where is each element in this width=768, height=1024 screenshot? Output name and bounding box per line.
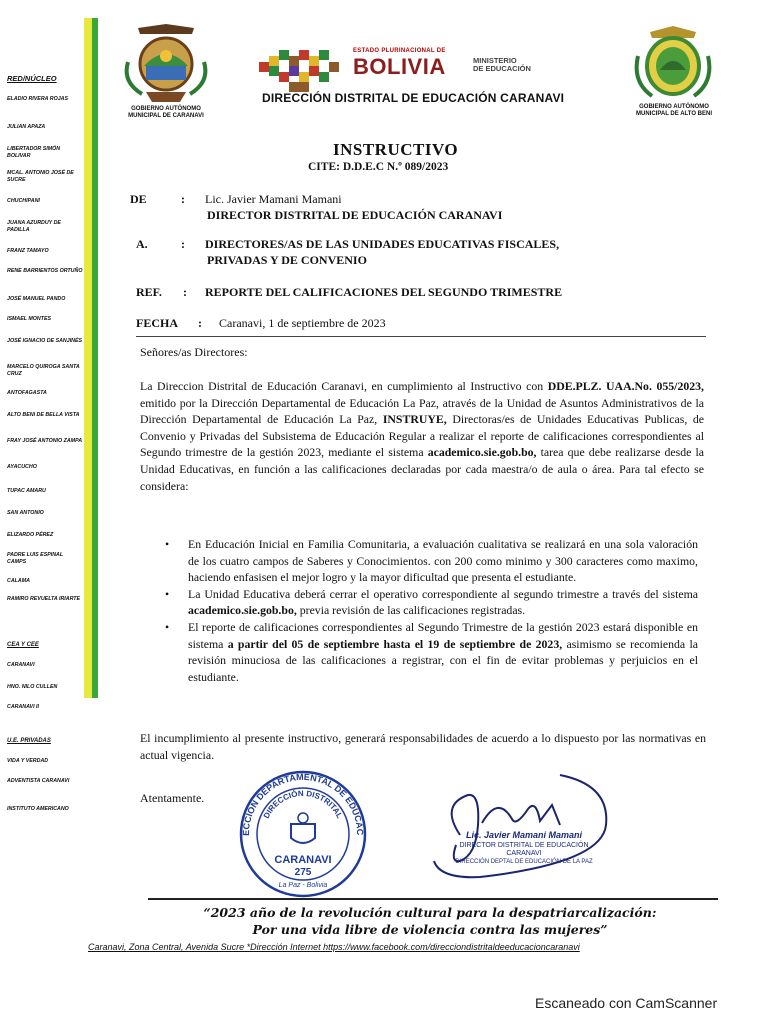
signatory-name: Lic. Javier Mamani Mamani	[465, 830, 583, 840]
sidebar-item: JOSÉ MANUEL PANDO	[7, 296, 66, 302]
sidebar-item: RAMIRO REVUELTA IRIARTE	[7, 596, 81, 602]
directorate-heading: DIRECCIÓN DISTRITAL DE EDUCACIÓN CARANAVI	[262, 91, 565, 105]
ref-label: REF.	[136, 285, 162, 299]
country-name: BOLIVIA	[353, 54, 446, 79]
a-colon: :	[181, 237, 185, 251]
list-item	[165, 536, 698, 586]
a-value-line1: DIRECTORES/AS DE LAS UNIDADES EDUCATIVAS FISCALES,	[205, 237, 560, 251]
scanner-watermark: Escaneado con CamScanner	[535, 995, 718, 1011]
sidebar-item: SAN ANTONIO	[7, 510, 44, 516]
right-logo-caption-text: GOBIERNO AUTÓNOMO MUNICIPAL DE ALTO BENI	[635, 104, 712, 117]
de-colon: :	[181, 192, 185, 206]
official-stamp	[233, 768, 373, 898]
bullet2-b: academico.sie.gob.bo,	[188, 603, 297, 618]
footer-divider	[148, 898, 718, 900]
sidebar-item: MARCELO QUIROGA SANTA CRUZ	[7, 364, 80, 377]
stamp-number: 275	[294, 867, 312, 878]
bullet-dot: •	[165, 619, 170, 634]
document-cite: CITE: D.D.E.C N.º 089/2023	[308, 161, 449, 173]
p1-e: Directoras/es de Unidades Educativas Publicas, de Convenio y Privadas del Subsistema de Educación Regular a realizar el reporte de calificaciones correspondientes al Segundo trimestre de la gestión 2023, mediante el sistema	[140, 412, 704, 460]
list-item	[165, 586, 698, 619]
sidebar-item: HNO. NILO CULLEN	[7, 684, 58, 690]
a-label: A.	[136, 237, 148, 251]
sidebar-item: VIDA Y VERDAD	[7, 758, 49, 764]
closing-paragraph: El incumplimiento al presente instructivo, generará responsabilidades de acuerdo a lo dispuesto por las normativas en actual vigencia.	[140, 731, 706, 762]
a-value-line2: PRIVADAS Y DE CONVENIO	[207, 253, 367, 267]
state-label: ESTADO PLURINACIONAL DE	[353, 48, 446, 54]
bullet-dot: •	[165, 586, 170, 601]
sidebar-item: CALAMA	[7, 578, 30, 584]
stamp-place: La Paz - Bolivia	[278, 882, 328, 889]
svg-text:DIRECCIÓN DISTRITAL	[262, 789, 345, 820]
bolivia-emblem	[259, 48, 349, 94]
sidebar-item: ELIZARDO PÉREZ	[7, 532, 54, 538]
coat-of-arms-icon	[291, 813, 315, 843]
right-logo-caption	[616, 104, 732, 118]
sidebar-item: ALTO BENI DE BELLA VISTA	[7, 412, 80, 418]
footer-motto-line1: “2023 año de la revolución cultural para la despatriarcalización:	[203, 905, 657, 920]
sidebar-item: FRAY JOSÉ ANTONIO ZAMPA	[7, 438, 83, 444]
sidebar-green-stripe	[92, 18, 98, 698]
signature-block	[420, 765, 620, 900]
sidebar-item: ELADIO RIVERA ROJAS	[7, 96, 69, 102]
bullet3-a: El reporte de calificaciones correspondientes al Segundo Trimestre de la gestión 2023 estará disponible en sistema	[188, 619, 698, 651]
sidebar-item: MCAL. ANTONIO JOSÉ DE SUCRE	[7, 170, 74, 183]
sidebar-item: RENE BARRIENTOS ORTUÑO	[7, 268, 83, 274]
de-name: Lic. Javier Mamani Mamani	[205, 192, 342, 206]
caranavi-municipal-logo	[118, 22, 214, 106]
sidebar-item: CHUCHIPANI	[7, 198, 40, 204]
sidebar-item: LIBERTADOR SIMÓN BOLIVAR	[7, 146, 61, 159]
instructions-list	[165, 536, 698, 685]
bullet3-b: a partir del 05 de septiembre hasta el 19 de septiembre de 2023,	[227, 636, 563, 651]
bullet-dot: •	[165, 537, 170, 551]
sidebar-title: RED/NÚCLEO	[7, 74, 57, 83]
alto-beni-municipal-logo	[630, 26, 716, 104]
de-role: DIRECTOR DISTRITAL DE EDUCACIÓN CARANAVI	[207, 208, 503, 222]
p1-a: La Direccion Distrital de Educación Caranavi, en cumplimiento al Instructivo con	[140, 379, 548, 393]
footer-address: Caranavi, Zona Central, Avenida Sucre *Dirección Internet https://www.facebook.com/direcciondistritaldeeducacioncaranavi	[88, 942, 580, 952]
document-title: INSTRUCTIVO	[333, 140, 459, 159]
sidebar-item: JOSÉ IGNACIO DE SANJINÉS	[7, 338, 83, 344]
p1-d: INSTRUYE,	[382, 412, 447, 427]
left-logo-caption	[108, 106, 224, 120]
header-divider	[136, 336, 706, 337]
list-item	[165, 619, 698, 685]
bullet2-c: previa revisión de las calificaciones registradas.	[296, 603, 526, 618]
ref-colon: :	[183, 285, 187, 299]
sidebar-item: JUANA AZURDUY DE PADILLA	[7, 220, 61, 233]
ministry-name: MINISTERIO DE EDUCACIÓN	[473, 56, 531, 73]
regards: Atentamente.	[140, 791, 205, 805]
sidebar-section-title: CEA Y CEE	[7, 642, 39, 648]
ref-value: REPORTE DEL CALIFICACIONES DEL SEGUNDO TRIMESTRE	[205, 285, 563, 299]
sidebar-item: ANTOFAGASTA	[7, 390, 47, 396]
signatory-role3: DIRECCIÓN DEPTAL DE EDUCACIÓN DE LA PAZ	[455, 859, 593, 865]
signatory-role2: CARANAVI	[506, 850, 542, 857]
de-label: DE	[130, 192, 147, 206]
footer-motto-line2: Por una vida libre de violencia contra las mujeres”	[252, 922, 608, 937]
stamp-outer-text: ECCIÓN DEPARTAMENTAL DE EDUCAC	[240, 771, 366, 836]
stamp-inner-text: DIRECCIÓN DISTRITAL	[261, 788, 345, 820]
sidebar-item: INSTITUTO AMERICANO	[7, 806, 69, 812]
p1-f: academico.sie.gob.bo,	[427, 445, 537, 460]
salutation: Señores/as Directores:	[140, 345, 248, 359]
left-logo-caption-text: GOBIERNO AUTÓNOMO MUNICIPAL DE CARANAVI	[128, 106, 204, 119]
fecha-value: Caranavi, 1 de septiembre de 2023	[219, 316, 386, 330]
p1-g: tarea que debe realizarse desde la Unidad Educativas, en función a las calificaciones declaradas por cada maestra/o de aula o área. Para tal efecto se considera:	[140, 445, 704, 493]
main-paragraph	[140, 378, 704, 494]
sidebar-item: JULIAN APAZA	[7, 124, 46, 130]
sidebar-item: FRANZ TAMAYO	[7, 248, 49, 254]
sidebar-item: ADVENTISTA CARANAVI	[7, 778, 70, 784]
p1-c: emitido por la Dirección Departamental de Educación La Paz, através de la Unidad de Asuntos Administrativos de la Dirección Departamental de Educación La Paz,	[140, 395, 704, 427]
sidebar-item: AYACUCHO	[7, 464, 37, 470]
sidebar-item: ISMAEL MONTES	[7, 316, 52, 322]
fecha-label: FECHA	[136, 316, 178, 330]
bullet1-text: En Educación Inicial en Familia Comunitaria, a evaluación cualitativa se realizará en una sola valoración de los cuatro campos de Saberes y Conocimientos. con 200 como minimo y 300 caracteres como maximo, haciendo enfasisen el mejor logro y la mayor dificultad que presenta el estudiante.	[188, 537, 698, 585]
network-sidebar	[0, 0, 100, 1000]
bullet2-a: La Unidad Educativa deberá cerrar el operativo correspondiente al segundo trimestre a través del sistema	[188, 586, 698, 601]
sidebar-item: TUPAC AMARU	[7, 488, 46, 494]
sidebar-item: PADRE LUIS ESPINAL CAMPS	[7, 552, 64, 565]
bullet3-c: asimismo se recomienda la revisión minuciosa de las calificaciones a registrar, con el fin de evitar problemas y perjuicios en el estudiante.	[188, 636, 698, 684]
fecha-colon: :	[198, 316, 202, 330]
sidebar-item: CARANAVI	[7, 662, 35, 668]
sidebar-yellow-stripe	[84, 18, 92, 698]
sidebar-section-title: U.E. PRIVADAS	[7, 738, 51, 744]
p1-b: DDE.PLZ. UAA.No. 055/2023,	[547, 379, 704, 393]
svg-text:DIRECCIÓN DEPARTAMENTAL DE EDU	[233, 768, 365, 836]
sidebar-item: CARANAVI II	[7, 704, 39, 710]
stamp-city: CARANAVI	[274, 854, 332, 866]
signatory-role1: DIRECTOR DISTRITAL DE EDUCACIÓN	[459, 842, 589, 849]
